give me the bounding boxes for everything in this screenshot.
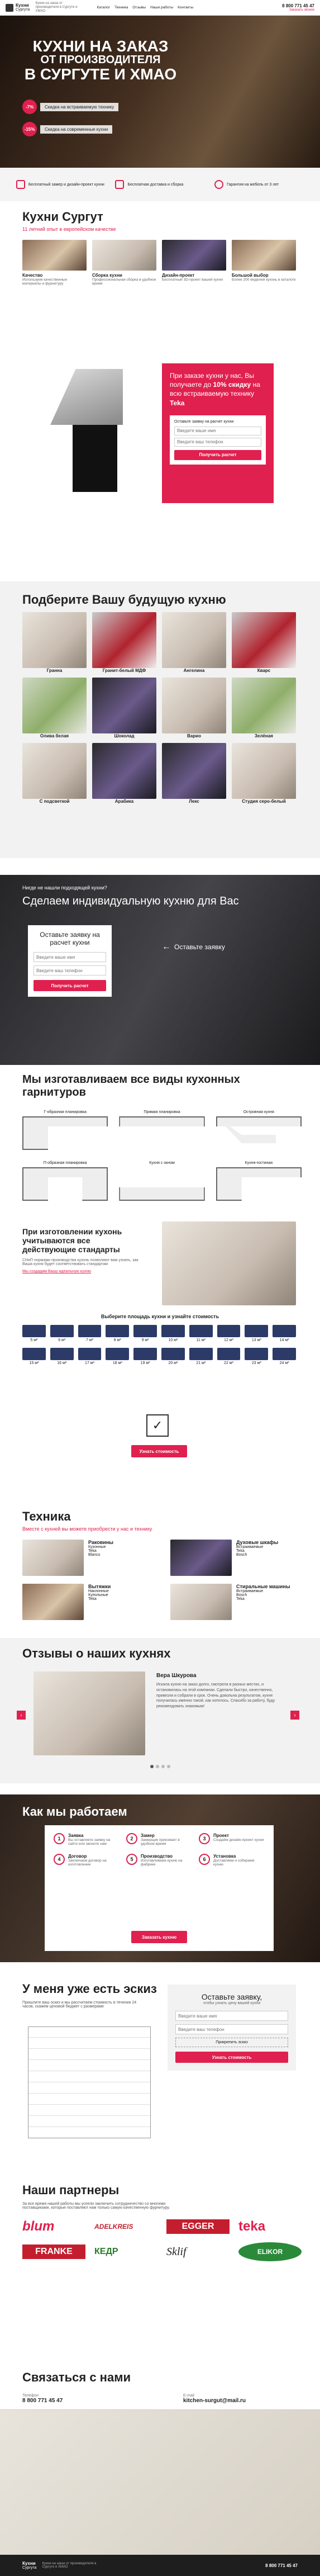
size-option[interactable]: 7 м² <box>78 1325 102 1342</box>
header-tagline: Кухни на заказ от производителя в Сургуте и ХМАО <box>35 1 78 13</box>
about-text: Профессиональная сборка в удобное время <box>92 278 156 286</box>
set-label: Кухня-гостиная <box>245 1161 273 1165</box>
catalog-section <box>0 581 320 858</box>
callback-link[interactable]: Заказать звонок <box>289 8 314 12</box>
catalog-name: Варио <box>187 733 201 738</box>
size-option[interactable]: 19 м² <box>133 1348 157 1365</box>
about-item <box>162 240 226 286</box>
prev-arrow-icon[interactable]: ‹ <box>17 1711 26 1720</box>
feature-item <box>115 180 204 189</box>
truck-icon <box>115 180 124 189</box>
hero-badge <box>22 100 118 114</box>
catalog-card[interactable] <box>22 743 87 804</box>
set-label: П-образная планировка <box>43 1161 87 1165</box>
logo-line2: Сургута <box>16 8 30 12</box>
about-label: Качество <box>22 273 43 278</box>
individual-section <box>0 875 320 1065</box>
partners-text: За все время нашей работы мы успели заключить сотрудничество со многими поставщиками, которые поставляют нам только самую качественную фурнитуру. <box>22 2202 170 2210</box>
size-option[interactable]: 24 м² <box>273 1348 296 1365</box>
review-text: Искала кухню на заказ долго, смотрела в разных местах, и остановилась на этой компании. Сделали быстро, качественно, привезли и собрали в срок. Очень довольна результатом, кухня получилась именно такой, как хотелось. Спасибо за работу, буду рекомендовать знакомым! <box>156 1683 275 1709</box>
tech-photo <box>22 1540 84 1576</box>
work-card <box>45 1825 274 1951</box>
work-step: 6 Установка Доставляем и собираем кухню <box>199 1854 265 1867</box>
about-item <box>22 240 87 286</box>
set-label: Г-образная планировка <box>44 1110 87 1114</box>
footer-logo[interactable] <box>22 2561 36 2570</box>
catalog-card[interactable] <box>22 612 87 673</box>
slider-dots <box>0 1764 320 1769</box>
promo-submit-button[interactable]: Получить расчет <box>174 450 261 460</box>
about-photo <box>162 240 226 271</box>
sketch-attach-button[interactable]: Прикрепить эскиз <box>175 2038 288 2047</box>
sketch-title: У меня уже есть эскиз <box>22 1982 157 1996</box>
promo-discount: 10% скидку <box>213 381 251 389</box>
promo-section <box>0 313 320 520</box>
calc-submit-button[interactable]: Узнать стоимость <box>131 1445 187 1457</box>
catalog-name: Кварс <box>257 668 271 673</box>
about-text: Более 200 моделей кухонь в каталоге <box>232 278 296 282</box>
hero-badge-text: Скидка на встраиваемую технику <box>40 103 118 111</box>
feature-text: Гарантия на мебель от 3 лет <box>227 182 279 187</box>
tech-name: Стиральные машины <box>236 1584 290 1589</box>
partner-logo-egger: EGGER <box>166 2219 230 2234</box>
tech-item[interactable]: Вытяжки Наклонные Купольные Teka <box>22 1584 154 1620</box>
hero-badge-value: -7% <box>22 100 37 114</box>
work-step: 4 Договор Заключаем договор на изготовление <box>54 1854 120 1867</box>
plan-drawing <box>22 1167 108 1201</box>
standards-text: СНиП нормами производства кухонь позволяют вам узнать, как Ваша кухня будет соответствовать стандартам <box>22 1258 138 1266</box>
nav-item[interactable]: Наши работы <box>150 6 174 10</box>
tech-photo <box>22 1584 84 1620</box>
check-icon <box>214 180 223 189</box>
hero-title-2: ОТ ПРОИЗВОДИТЕЛЯ <box>40 54 161 67</box>
main-nav <box>97 6 193 10</box>
set-type <box>216 1110 302 1150</box>
sets-section <box>22 1073 302 1201</box>
promo-form <box>170 415 266 465</box>
tech-photo <box>170 1540 232 1576</box>
slider-dot[interactable] <box>150 1765 154 1768</box>
review-author: Вера Шкурова <box>156 1673 197 1679</box>
about-section <box>22 210 302 286</box>
catalog-name: Ангелина <box>183 668 205 673</box>
set-label: Прямая планировка <box>144 1110 180 1114</box>
set-type <box>22 1110 108 1150</box>
review-photo <box>34 1671 145 1755</box>
catalog-photo <box>92 678 156 733</box>
about-photo <box>92 240 156 271</box>
promo-prefix: При заказе кухни у нас, Вы получаете до <box>170 372 254 389</box>
slider-dot[interactable] <box>167 1765 170 1768</box>
individual-phone-input[interactable] <box>34 965 106 976</box>
set-type <box>22 1161 108 1201</box>
plan-drawing <box>216 1167 302 1201</box>
individual-note <box>162 942 225 952</box>
catalog-name: Олива белая <box>40 733 69 738</box>
hero-badge <box>22 122 118 136</box>
catalog-photo <box>162 743 226 799</box>
features-bar <box>0 168 320 201</box>
contact-phone[interactable]: 8 800 771 45 47 <box>22 2398 63 2404</box>
partner-logo-adelkreis: ADELKREIS <box>94 2223 133 2231</box>
size-option[interactable]: 6 м² <box>50 1325 74 1342</box>
about-photo <box>232 240 296 271</box>
promo-name-input[interactable] <box>174 427 261 435</box>
partner-logo-teka: teka <box>238 2219 266 2234</box>
slider-dot[interactable] <box>161 1765 165 1768</box>
catalog-card[interactable] <box>232 612 296 673</box>
contact-email[interactable]: kitchen-surgut@mail.ru <box>183 2398 246 2404</box>
catalog-name: Арабика <box>114 799 134 804</box>
about-label: Большой выбор <box>232 273 269 278</box>
tech-grid <box>22 1540 302 1620</box>
promo-form-hint: Оставьте заявку на расчет кухни <box>174 419 234 424</box>
about-grid <box>22 240 302 286</box>
size-option[interactable]: 11 м² <box>189 1325 213 1342</box>
feature-item <box>16 180 106 189</box>
work-submit-button[interactable]: Заказать кухню <box>131 1931 187 1943</box>
catalog-card[interactable] <box>92 743 156 804</box>
feature-text: Бесплатная доставка и сборка <box>127 182 184 187</box>
sketch-section <box>22 1982 302 2161</box>
individual-title: Сделаем индивидуальную кухню для Вас <box>22 895 239 907</box>
email-label: E-mail <box>183 2394 194 2398</box>
hero-section <box>0 16 320 168</box>
promo-suffix: на всю встраиваемую технику <box>170 381 260 398</box>
size-option[interactable]: 16 м² <box>50 1348 74 1365</box>
slider-dot[interactable] <box>156 1765 159 1768</box>
catalog-card[interactable] <box>162 678 226 738</box>
catalog-card[interactable] <box>232 743 296 804</box>
catalog-card[interactable] <box>92 612 156 673</box>
partners-section <box>22 2183 302 2261</box>
sketch-phone-input[interactable] <box>175 2024 288 2034</box>
footer-logo-line2: Сургута <box>22 2565 37 2570</box>
catalog-photo <box>92 743 156 799</box>
reviews-title: Отзывы о наших кухнях <box>22 1646 171 1660</box>
calc-title: Выберите площадь кухни и узнайте стоимость <box>101 1314 219 1319</box>
map[interactable] <box>0 2409 320 2555</box>
about-title: Кухни Сургут <box>22 210 103 224</box>
standards-section <box>0 1216 320 1484</box>
site-footer <box>0 2555 320 2576</box>
logo-mark-icon <box>6 4 13 12</box>
size-option[interactable]: 9 м² <box>133 1325 157 1342</box>
catalog-name: Зелёная <box>255 733 273 738</box>
catalog-name: Лекс <box>189 799 199 804</box>
catalog-card[interactable] <box>92 678 156 738</box>
header-phone[interactable]: 8 800 771 45 47 <box>282 3 314 8</box>
sketch-form-sub: чтобы узнать цену вашей кухни <box>203 2001 261 2005</box>
about-item <box>232 240 296 286</box>
catalog-photo <box>162 612 226 668</box>
catalog-card[interactable] <box>22 678 87 738</box>
contacts-section <box>22 2370 302 2404</box>
nav-item[interactable]: Каталог <box>97 6 111 10</box>
phone-label: Телефон <box>22 2394 39 2398</box>
work-step: 3 Проект Создаём дизайн-проект кухни <box>199 1833 265 1846</box>
partner-logo-kedr: КЕДР <box>94 2247 118 2256</box>
set-label: Островная кухня <box>243 1110 274 1114</box>
standards-link[interactable]: Мы создадим Вашу идеальную кухню <box>22 1270 91 1273</box>
catalog-name: Гранна <box>46 668 63 673</box>
size-option[interactable]: 21 м² <box>189 1348 213 1365</box>
about-item <box>92 240 156 286</box>
factory-photo <box>162 1221 296 1305</box>
sketch-form <box>168 1985 296 2071</box>
hero-badge-text: Скидка на современные кухни <box>40 125 112 134</box>
catalog-card[interactable] <box>162 612 226 673</box>
partner-logo-blum: blum <box>22 2219 55 2234</box>
tech-name: Духовые шкафы <box>236 1540 279 1545</box>
catalog-photo <box>232 743 296 799</box>
partner-logo-sklif: Sklif <box>166 2245 187 2258</box>
tech-item[interactable]: Раковины Кухонные Teka Blanco <box>22 1540 154 1576</box>
hero-title-1: КУХНИ НА ЗАКАЗ <box>32 37 169 55</box>
size-option[interactable]: 14 м² <box>273 1325 296 1342</box>
work-title: Как мы работаем <box>22 1805 127 1819</box>
hood-image <box>50 369 123 498</box>
catalog-photo <box>232 612 296 668</box>
size-option[interactable]: 15 м² <box>22 1348 46 1365</box>
site-header <box>0 0 320 16</box>
catalog-card[interactable] <box>162 743 226 804</box>
about-subtitle: 11 летний опыт в европейском качестве <box>22 226 116 232</box>
work-step: 1 Заявка Вы оставляете заявку на сайте или звоните нам <box>54 1833 120 1846</box>
promo-phone-input[interactable] <box>174 438 261 447</box>
tech-item[interactable]: Стиральные машины Встраиваемые Bosch Teka <box>170 1584 302 1620</box>
footer-phone[interactable]: 8 800 771 45 47 <box>265 2563 298 2568</box>
set-type <box>119 1110 204 1150</box>
size-option[interactable]: 17 м² <box>78 1348 102 1365</box>
sketch-drawing <box>28 2026 151 2138</box>
set-type <box>216 1161 302 1201</box>
partners-title: Наши партнеры <box>22 2183 120 2197</box>
partner-logo-elikor: ELIKOR <box>238 2242 302 2261</box>
feature-item <box>214 180 304 189</box>
footer-tagline: Кухни на заказ от производителя в Сургуте и ХМАО <box>42 2562 97 2569</box>
about-text: Используем качественные материалы и фурнитуру <box>22 278 68 286</box>
arrow-left-icon: ← <box>162 942 171 951</box>
plan-drawing <box>119 1167 204 1201</box>
catalog-photo <box>162 678 226 733</box>
tech-item[interactable]: Духовые шкафы Встраиваемые Teka Bosch <box>170 1540 302 1576</box>
nav-item[interactable]: Техника <box>114 6 128 10</box>
catalog-photo <box>232 678 296 733</box>
standards-title: При изготовлении кухонь учитываются все действующие стандарты <box>22 1227 122 1254</box>
next-arrow-icon[interactable]: › <box>290 1711 299 1720</box>
tech-name: Раковины <box>88 1540 113 1545</box>
individual-question: Нигде не нашли подходящей кухни? <box>22 885 107 891</box>
work-steps <box>54 1833 265 1867</box>
catalog-name: С подсветкой <box>39 799 70 804</box>
tech-section <box>22 1509 302 1620</box>
partner-logo-franke: FRANKE <box>22 2244 85 2259</box>
tech-name: Вытяжки <box>88 1584 111 1589</box>
size-option[interactable]: 13 м² <box>245 1325 268 1342</box>
tech-title: Техника <box>22 1509 71 1523</box>
size-option[interactable]: 20 м² <box>161 1348 185 1365</box>
sketch-form-title: Оставьте заявку, <box>201 1992 262 2001</box>
catalog-name: Студия серо-белый <box>242 799 286 804</box>
set-label: Кухня с окном <box>149 1161 175 1165</box>
plan-drawing <box>216 1116 302 1150</box>
individual-form-title: Оставьте заявку на расчет кухни <box>40 931 100 946</box>
size-option[interactable]: 22 м² <box>217 1348 241 1365</box>
size-option[interactable]: 5 м² <box>22 1325 46 1342</box>
work-section <box>0 1794 320 1962</box>
work-step: 5 Производство Изготавливаем кухню на фабрике <box>126 1854 192 1867</box>
tech-photo <box>170 1584 232 1620</box>
about-photo <box>22 240 87 271</box>
size-option[interactable]: 10 м² <box>161 1325 185 1342</box>
individual-submit-button[interactable]: Получить расчет <box>34 980 106 991</box>
sets-title: Мы изготавливаем все виды кухонных гарнитуров <box>22 1073 240 1098</box>
sketch-text: Пришлите ваш эскиз и мы рассчитаем стоимость в течении 24 часов, скажем ценовой бюджет с размерами <box>22 2001 137 2009</box>
catalog-photo <box>92 612 156 668</box>
catalog-name: Шоколад <box>114 733 135 738</box>
catalog-photo <box>22 743 87 799</box>
sketch-submit-button[interactable]: Узнать стоимость <box>175 2052 288 2063</box>
size-option[interactable]: 12 м² <box>217 1325 241 1342</box>
sets-grid <box>22 1110 302 1201</box>
catalog-grid <box>22 612 296 804</box>
work-step: 2 Замер Замерщик приезжает в удобное время <box>126 1833 192 1846</box>
sketch-name-input[interactable] <box>175 2011 288 2021</box>
logo-line1: Кухни <box>16 3 29 8</box>
hero-title-3: В СУРГУТЕ И ХМАО <box>24 65 177 83</box>
catalog-photo <box>22 678 87 733</box>
partners-grid <box>22 2219 302 2261</box>
size-option[interactable]: 8 м² <box>106 1325 129 1342</box>
footer-logo-line1: Кухни <box>22 2560 36 2566</box>
about-label: Сборка кухни <box>92 273 122 278</box>
set-type <box>119 1161 204 1201</box>
calc-grid <box>22 1325 296 1365</box>
promo-brand: Teka <box>170 399 185 407</box>
catalog-name: Гранит-белый МДФ <box>102 668 146 673</box>
individual-name-input[interactable] <box>34 952 106 962</box>
ruler-icon <box>16 180 25 189</box>
feature-text: Бесплатный замер и дизайн-проект кухни <box>28 182 104 187</box>
logo[interactable] <box>6 3 30 12</box>
plan-drawing <box>22 1116 108 1150</box>
individual-note-text: Оставьте заявку <box>174 943 225 951</box>
size-option[interactable]: 23 м² <box>245 1348 268 1365</box>
individual-form <box>28 925 112 997</box>
hero-badge-value: -15% <box>22 122 37 136</box>
tech-subtitle: Вместе с кухней вы можете приобрести у нас и технику <box>22 1526 152 1532</box>
reviews-section <box>0 1638 320 1783</box>
size-option[interactable]: 18 м² <box>106 1348 129 1365</box>
catalog-photo <box>22 612 87 668</box>
calc-check-icon[interactable]: ✓ <box>146 1414 169 1437</box>
plan-drawing <box>119 1116 204 1150</box>
about-label: Дизайн-проект <box>162 273 195 278</box>
contacts-title: Связаться с нами <box>22 2370 131 2384</box>
nav-item[interactable]: Контакты <box>178 6 194 10</box>
catalog-title: Подберите Вашу будущую кухню <box>22 593 226 607</box>
about-text: Бесплатный 3D-проект вашей кухни <box>162 278 223 282</box>
nav-item[interactable]: Отзывы <box>132 6 146 10</box>
catalog-card[interactable] <box>232 678 296 738</box>
promo-card <box>162 363 274 503</box>
